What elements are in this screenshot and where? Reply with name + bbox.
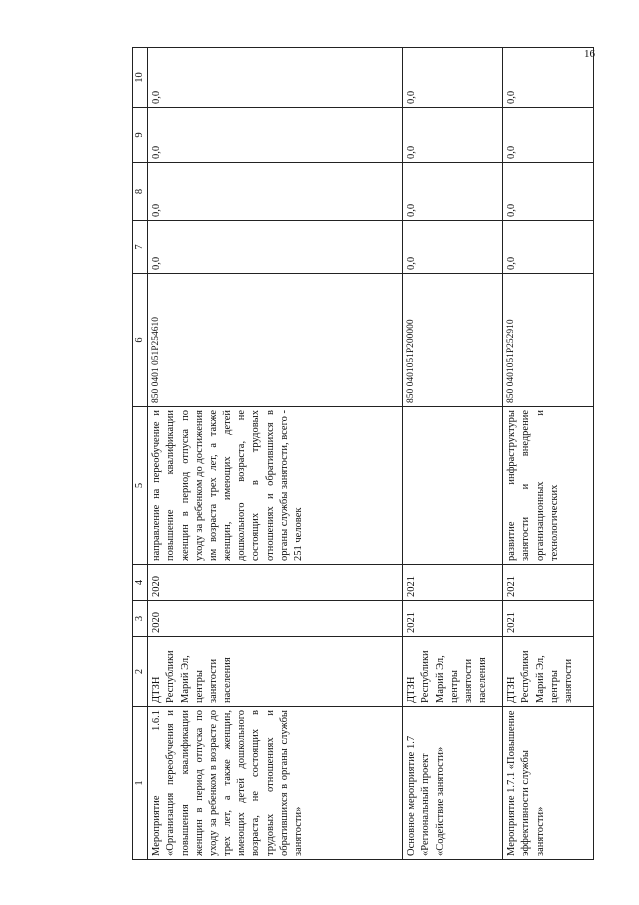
end-year-cell: 2021 bbox=[503, 565, 594, 601]
executor-cell: ДТЗН Республики Марий Эл, центры занятости bbox=[503, 637, 594, 707]
value-cell: 0,0 bbox=[148, 163, 403, 221]
table-row bbox=[503, 48, 594, 860]
column-header: 5 bbox=[133, 407, 148, 565]
column-header: 2 bbox=[133, 637, 148, 707]
header-row bbox=[133, 48, 148, 860]
rotated-table-container bbox=[132, 48, 594, 860]
value-cell: 0,0 bbox=[403, 48, 503, 108]
value-cell: 0,0 bbox=[503, 108, 594, 163]
result-cell bbox=[403, 407, 503, 565]
end-year-cell: 2020 bbox=[148, 565, 403, 601]
column-header: 7 bbox=[133, 221, 148, 274]
column-header: 6 bbox=[133, 274, 148, 407]
column-header: 9 bbox=[133, 108, 148, 163]
column-header: 4 bbox=[133, 565, 148, 601]
value-cell: 0,0 bbox=[148, 108, 403, 163]
column-header: 1 bbox=[133, 707, 148, 860]
start-year-cell: 2021 bbox=[403, 601, 503, 637]
result-cell: развитие инфраструктуры занятости и внедрение организационных и технологических bbox=[503, 407, 594, 565]
value-cell: 0,0 bbox=[148, 221, 403, 274]
value-cell: 0,0 bbox=[503, 48, 594, 108]
value-cell: 0,0 bbox=[403, 108, 503, 163]
column-header: 10 bbox=[133, 48, 148, 108]
value-cell: 0,0 bbox=[403, 163, 503, 221]
value-cell: 0,0 bbox=[503, 163, 594, 221]
start-year-cell: 2020 bbox=[148, 601, 403, 637]
budget-code-cell: 850 0401051P252910 bbox=[503, 274, 594, 407]
executor-cell: ДТЗН Республики Марий Эл, центры занятости населения bbox=[148, 637, 403, 707]
table-row bbox=[148, 48, 403, 860]
value-cell: 0,0 bbox=[148, 48, 403, 108]
column-header: 8 bbox=[133, 163, 148, 221]
end-year-cell: 2021 bbox=[403, 565, 503, 601]
measure-name-cell: Основное мероприятие 1.7 «Региональный проект «Содействие занятости» bbox=[403, 707, 503, 860]
start-year-cell: 2021 bbox=[503, 601, 594, 637]
executor-cell: ДТЗН Республики Марий Эл, центры занятости населения bbox=[403, 637, 503, 707]
measure-name-cell: Мероприятие 1.7.1 «Повышение эффективности службы занятости» bbox=[503, 707, 594, 860]
budget-code-cell: 850 0401051P200000 bbox=[403, 274, 503, 407]
value-cell: 0,0 bbox=[503, 221, 594, 274]
column-header: 3 bbox=[133, 601, 148, 637]
budget-code-cell: 850 0401 051P254610 bbox=[148, 274, 403, 407]
program-measures-table bbox=[132, 47, 594, 860]
result-cell: направление на переобучение и повышение квалификации женщин в период отпуска по уходу за ребенком до достижения им возраста трех лет, а также женщин, имеющих детей дошкольного возраста, не состоящих в трудовых отношениях и обратившихся в органы службы занятости, всего - 251 человек bbox=[148, 407, 403, 565]
table-row bbox=[403, 48, 503, 860]
page-number: 16 bbox=[584, 48, 595, 60]
value-cell: 0,0 bbox=[403, 221, 503, 274]
measure-name-cell: Мероприятие 1.6.1 «Организация переобучения и повышения квалификации женщин в период отпуска по уходу за ребенком в возрасте до трех лет, а также женщин, имеющих детей дошкольного возраста, не состоящих в трудовых отношениях и обратившихся в органы службы занятости» bbox=[148, 707, 403, 860]
